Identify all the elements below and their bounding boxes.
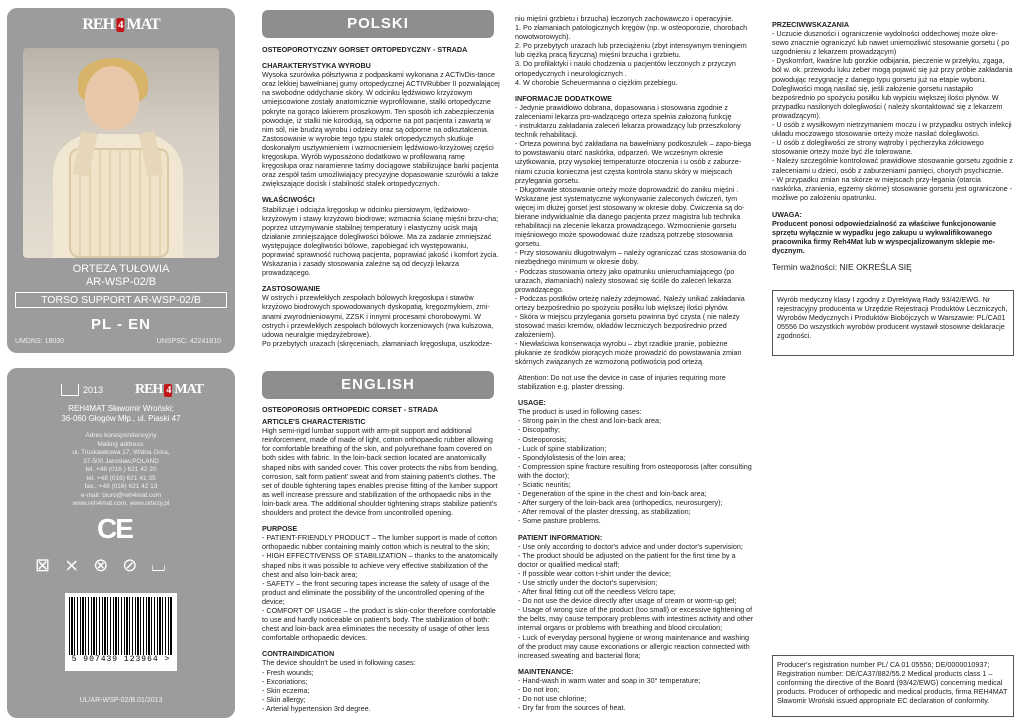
product-name-english: TORSO SUPPORT AR-WSP-02/B	[15, 292, 227, 308]
english-sec6-text: - Hand-wash in warm water and soap in 30° temperature; - Do not iron; - Do not use chlorine; - Dry far from the sources of heat.	[518, 675, 701, 713]
english-sec5-text: - Use only according to doctor's advice and under doctor's supervision; - The product should be adjusted on the patient for the first time by a doctor or qualified medical staff; - If possible wear cotton t-shirt under the device; - Use strictly under the doctor's supervision; - After final fitting cut off the needless Velcro tape; - Do not use the device directly after usage of cream or worm-up gel; - Usage of wrong size of the product (too small) or excessive tightening of the belts, may cause temporary problems with intestines activity and other internal organs or problems with breathing and blood circulation; - Luck of everyday personal hygiene or wrong maintenance and washing of the product may cause excoriations or allergic reaction connected with increased sweating and bacterial flora;	[518, 541, 754, 660]
english-sec4-text: The product is used in following cases: - Strong pain in the chest and loin-back area; - Discopathy; - Osteoporosis; - Luck of spine stabilization; - Spondylolistesis of the loin area; - Compression spine fracture resulting from osteoporosis (after consulting with the doctor); - Sciatic neuritis; - Degeneration of the spine in the chest and loin-back area; - After surgery of the loin-back area (orthopedics, neurosurgery); - After removal of the plaster dressing, as stabilization; - Some pasture problems.	[518, 407, 752, 526]
english-sec3-title: CONTRAINDICATION	[262, 649, 335, 659]
no-iron-icon: ⊗	[93, 555, 109, 575]
english-header: ENGLISH	[262, 371, 494, 399]
polish-sec1-text: Wysoka szurówka półsztywna z podpaskami wykonana z ACTivDis-tance oraz lekkiej bawełnianej gumy ortopedycznej ACTIVRubber II pozwalającej na swobodne oddychanie skóry. W odcinku lędźwiowo krzyżowym umiejscowione zostały anatomicznie wyprofilowane, stalki ortopedyczne pokryte na gorąco lakierem proszkowym. Ten sposób ich zabezpieczenia powoduje, iż stalki nie korodują, są odporne na pot pacjenta i zawartą w nim sól, nie brudzą wyrobu i odzieży oraz są odporne na odkształcenia. Zastosowanie w wyrobie tego typu stalek ortopedycznych skutkuje doskonałym usztywnieniem i wzmocnieniem lędźwiowo-krzyżowej części kręgosłupa. Wyrób wyposażono dodatkowo w profilowaną ramę kręgosłupa oraz naramienne taśmy dociągowe stabilizujące barki pacjenta oraz zespół taśm umożliwiający precyzyjne dopasowanie szurówki a także zwiększające docisk i stabilność stalek ortopedycznych.	[262, 70, 500, 189]
no-dryclean-icon: ⊘	[122, 555, 138, 575]
polish-sec4-title: INFORMACJE DODATKOWE	[515, 93, 612, 103]
english-sec1-title: ARTICLE'S CHARACTERISTIC	[262, 417, 366, 427]
brand-logo-small: REH 4 MAT	[135, 382, 203, 397]
document-reference: UL/AR-WSP-02/B.01/2013	[79, 697, 163, 704]
polish-registration-box	[772, 290, 1014, 356]
english-sec1-text: High semi-rigid lumbar support with arm-pit support and additional reinforcement, made of made of light, cotton orthopaedic rubber allowing for comfortable breathing of the skin, and polyurethane foam covered on both sides with fabric. In the loin-back section located are anatomically shaped nibs with sanded cover. This cover protects the nibs from bending, corrosion, salt form patient' sweat and from staining patient's clothes. The set of double tightening tapes enables precise fitting of the lumber support as well increase pressure and stabilization of the orthopaedic nibs in the loin-back area. The additional shoulder tightening straps stabilize patient's shoulders and protect the device from uncontrolled opening.	[262, 426, 498, 518]
barcode-number: 5 907439 123964 >	[71, 655, 171, 664]
polish-sec2-text: Stabilizuje i odciąża kręgosłup w odcinku piersiowym, lędźwiowo-krzyżowym i stawy krzyżowo biodrowe; wzmacnia ścianę mięśni brzu-cha; poprzez utrzymywanie stabilnej temperatury i elastyczny ucisk mają działanie zmniejszające dolegliwości bólowe. Ma za zadanie zmniejszać występujące dolegliwości bólowe, zapobiegać ich występowaniu, poprawiać sprawność ruchową pacjenta, poprawiać jakość i komfort życia. Wskazania i zasady stosowania zależne są od decyzji lekarza prowadzącego.	[262, 204, 499, 278]
care-symbols	[35, 556, 166, 574]
language-code: PL - EN	[90, 316, 152, 333]
polish-validity: Termin ważności: NIE OKREŚLA SIĘ	[772, 262, 912, 273]
polish-column-2	[515, 14, 753, 367]
no-tumble-dry-icon: ⊠	[35, 555, 51, 575]
polish-note-text: Producent ponosi odpowiedzialność za właściwe funkcjonowanie sprzętu wyłącznie w wypadku jego zakupu u wykwalifikowanego pracownika firmy Reh4Mat lub w wyspecjalizowanym sklepie me-dycznym.	[772, 218, 997, 256]
mailing-address: Adres korespondencyjny Mailing address: ul. Truskawkowa 17, Widna Góra, 37-500 Jarosław,POLAND tel. +48 (016 ) 621 42 20 tel. +48 (016) 621 41 35 fax.: +48 (016) 621 42 13 e-mail: biuro@reh4mat.com www.reh4mat.com, www.ortezy.pl	[72, 432, 170, 507]
english-title: OSTEOPOROSIS ORTHOPEDIC CORSET - STRADA	[262, 405, 439, 414]
english-sec4-title: USAGE:	[518, 398, 546, 408]
no-bleach-icon: ⨯	[64, 555, 80, 575]
polish-sec3-text: W ostrych i przewlekłych zespołach bólowych kręgosłupa i stawów krzyżowo biodrowych spowodowanych dyskopatią, kręgozmykiem, zmi-anami zwyrodnieniowymi, ZZSK i innymi procesami chorobowymi. W ostrych i przewlekłych zespołach bólowych korzeniowych (rwa kulszowa, udowa neuralgie międzyżebrowe). Po przebytych urazach (skręceniach, złamaniach kręgosłupa, uszkodze-	[262, 293, 494, 348]
ce-mark-icon: CE	[97, 513, 132, 544]
polish-sec5-text: - Uczucie duszności i ograniczenie wydolności oddechowej może okre-sowo znacznie ograniczyć lub nawet uniemożliwić stosowanie gorsetu ( po uzgodnieniu z lekarzem prowadzącym) - Dyskomfort, kwaśne lub gorzkie odbijania, pieczenie w przełyku, zgaga, ból w. ok. przewodu luku żeber mogą pojawić się już przy próbie zakładania powodując rezygnację z danego typu gorsetu już na etapie wyboru. Dolegliwości mogą nasilać się, jeśli założenie gorsetu nastąpiło bezpośrednio po spożyciu posiłku lub wypiciu większej ilości płynów. W przypadku nasilonych dolegliwości ( należy skontaktować się z lekarzem prowadzącym). - U osób z wysiłkowym nietrzymaniem moczu i w przypadku ostrych infekcji układu moczowego stosowanie orteży może nasilać dolegliwości. - U osób z dolegliwości ze strony wątroby i pęcherzyka żółciowego stosowanie orteży może być źle tolerowane. - Należy szczególnie kontrolować prawidłowe stosowanie gorsetu zgodnie z zaleceniami u dzieci, osób z zaburzeniami pamięci, chorych psychicznie. - W przypadku zmian na skórze w miejscach przy-legania (otarcia naskórka, zranienia, egzemy skórne) stosowanie gorsetu jest ograniczone - możliwe po założeniu opatrunku.	[772, 29, 1013, 202]
left-column	[0, 0, 240, 725]
polish-sec4-text: - Jedynie prawidłowo dobrana, dopasowana i stosowana zgodnie z zaleceniami lekarza pro-wadzącego orteza spełnia założoną funkcję - instruktarzu zakładania zaleceń lekarza prowadzący lub przeszkolony technik rehabilitacji. - Orteza powinna być zakładana na bawełniany podkoszulek – zapo-biega to powstawaniu otarć naskórka, odparzeń. We wczesnym okresie użytkowania, przy wysokiej temperaturze otoczenia i u osób z zaburze-niami czucia konieczna jest częsta kontrola stanu skóry w miejscach przylegania gorsetu. - Długotrwałe stosowanie orteży może doprowadzić do zaniku mięśni . Wskazane jest systematyczne wykonywanie zaleconych ćwiczeń, tym więcej im dłużej gorset jest stosowany w okresie doby. Ćwiczenia są do-bierane indywidualnie dla danego pacjenta przez magistra lub technika rehabilitacji na zlecenie lekarza prowadzącego. Wzmocnienie gorsetu mięśniowego może spowodować duże rzadszą potrzebę stosowania gorsetu. - Przy stosowaniu długotrwałym – należy ograniczać czas stosowania do niezbędnego minimum w okresie doby. - Podczas stosowania orteży jako opatrunku unieruchamiającego (po urazach, złamaniach) należy stosować się ściśle do zaleceń lekarza prowadzącego. - Podczas postłków orteżę należy zdejmować. Należy unikać zakładania orteży bezpośrednio po spożyciu posiłku lub większej ilości płynów. - Skóra w miejscu przylegania gorsetu powinna być czysta ( nie należy stosować maści kremów, okładów leczniczych bezpośrednio przed założeniem). - Niewłaściwa konserwacja wyrobu – zbyt rzadkie pranie, pobieżne płukanie ze środków piorących może prowadzić do powstawania zmian skórnych związanych ze wzmożoną potliwością pod orteżą.	[515, 102, 752, 367]
english-sec6-title: MAINTENANCE:	[518, 666, 574, 676]
front-cover-panel	[7, 8, 235, 353]
polish-col2-text: niu mięśni grzbietu i brzucha) leczonych zachowawczo i operacyjnie. 1. Po złamaniach patologicznych kręgów (np. w osteoporozie, chorobach nowotworowych). 2. Po przebytych urazach lub przeciążeniu (zbyt intensywnym treningiem lub ciężką pracą fizyczną) mięśni brzucha i grzbietu. 3. Do profilaktyki i nauki chodzenia u pacjentów leczonych z przyczyn ortopedycznych i neurologicznych . 4. W chorobie Scheuermanna o ciężkim przebiegu.	[515, 14, 748, 87]
factory-icon	[61, 384, 79, 396]
english-registration-text: Producer's registration number PL/ CA 01 05556; DE/0000010937; Registration number: DE/CA37/882/55.2 Medical products class 1 – conforming the directive of the Board (93/42/EWG) concerning medical products. Producer of orthopedic and medical products, firma REH4MAT Sławomir Wroński issued appropriate EC declaration of conformity.	[777, 660, 1008, 705]
back-cover-panel	[7, 368, 235, 718]
unspsc-code: UNSPSC: 42241810	[156, 338, 221, 345]
polish-sec1-title: CHARAKTERYSTYKA WYROBU	[262, 61, 371, 71]
polish-sec3-title: ZASTOSOWANIE	[262, 284, 321, 294]
english-sec2-title: PURPOSE	[262, 524, 298, 534]
manufacture-year: 2013	[61, 384, 103, 396]
polish-sec2-title: WŁAŚCIWOŚCI	[262, 195, 315, 205]
polish-registration-text: Wyrób medyczny klasy I zgodny z Dyrektywą Rady 93/42/EWG. Nr rejestracyjny producenta w Urzędzie Rejestracji Produktów Leczniczych, Wyrobów Medycznych i Produktów Biobójczych w Warszawie: PL/CA01 05556 Do wszystkich wyrobów producent wystawił stosowne deklaracje zgodności.	[777, 295, 1008, 340]
product-photo	[23, 48, 219, 258]
english-col2-intro: Attention: Do not use the device in case of injuries requiring more stabilization e.g. plaster dressing.	[518, 373, 726, 392]
polish-column-1	[262, 45, 500, 348]
brand-logo: REH 4 MAT	[82, 16, 160, 33]
english-column-1	[262, 405, 502, 713]
english-sec5-title: PATIENT INFORMATION:	[518, 532, 603, 542]
company-address: REH4MAT Sławomir Wroński; 36-060 Głogów Młp., ul. Piaski 47	[61, 404, 181, 423]
english-registration-box	[772, 655, 1014, 717]
polish-header: POLSKI	[262, 10, 494, 38]
polish-title: OSTEOPOROTYCZNY GORSET ORTOPEDYCZNY - STRADA	[262, 45, 468, 54]
barcode-bars	[69, 597, 173, 655]
polish-column-3	[772, 20, 1014, 272]
english-column-2	[518, 373, 756, 712]
hand-wash-icon: ⌴	[151, 555, 166, 575]
umdns-code: UMDNS: 18030	[15, 338, 65, 345]
english-sec3-text: The device shouldn't be used in following cases: - Fresh wounds; - Excoriations; - Skin eczema; - Skin allergy; - Arterial hypertension 3rd degree.	[262, 658, 416, 713]
english-sec2-text: - PATIENT-FRIENDLY PRODUCT – The lumber support is made of cotton orthopaedic rubber containing mainly cotton which is neutral to the skin; - HIGH EFFECTIVENSS OF STABILIZATION – thanks to the anatomically shaped nibs it was possible to achieve very effective stabilization of the chest and also loin-back area; - SAFETY – the front securing tapes increase the safety of usage of the product and eliminate the possibility of the uncontrolled opening of the device; - COMFORT OF USAGE – the product is skin-color therefore comfortable to use and hardly noticeable on patient's body. The stabilization of both: chest and loin-back area eliminates the necessity of usage of other less comfortable orthopaedic devices.	[262, 533, 498, 643]
polish-note-title: UWAGA:	[772, 209, 802, 219]
barcode	[65, 593, 177, 671]
product-name: ORTEZA TUŁOWIA AR-WSP-02/B	[72, 263, 170, 288]
polish-sec5-title: PRZECIWWSKAZANIA	[772, 20, 850, 29]
